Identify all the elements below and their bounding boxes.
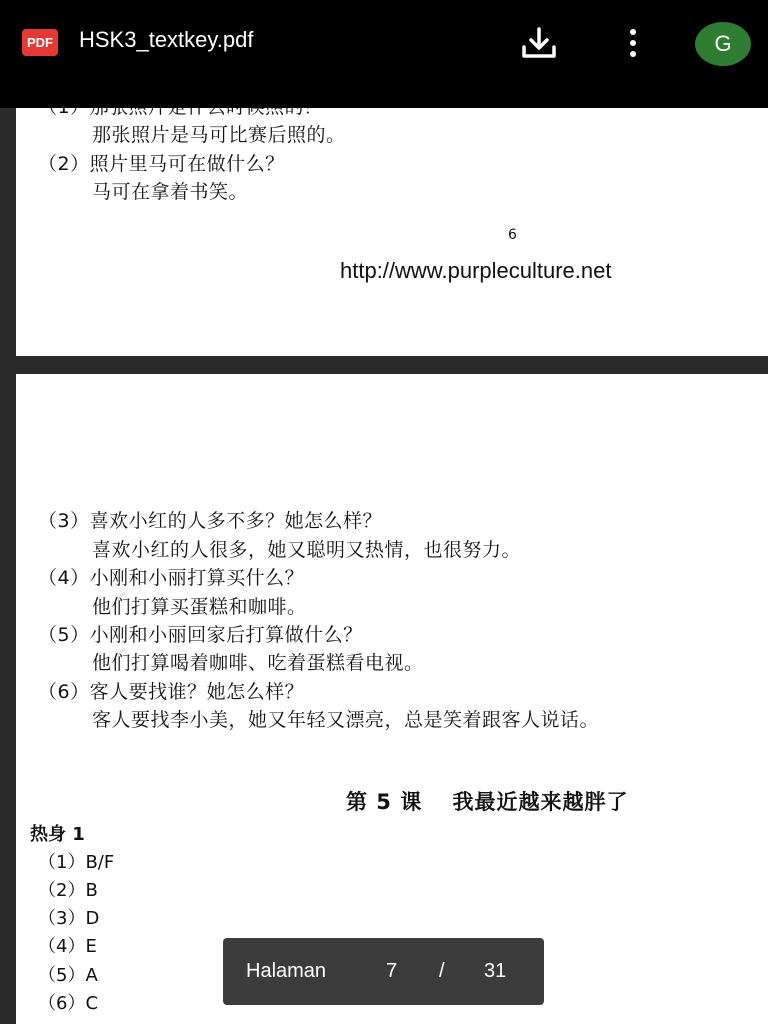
answer-5: 他们打算喝着咖啡、吃着蛋糕看电视。 [92,652,424,674]
total-pages: 31 [484,960,507,982]
question-6: （6）客人要找谁？她怎么样？ [38,681,305,703]
more-options-button[interactable] [620,26,646,60]
account-avatar[interactable]: G [695,22,751,66]
warmup-heading: 热身 1 [30,824,85,845]
question-3: （3）喜欢小红的人多不多？她怎么样？ [38,510,383,532]
page-indicator [223,938,544,1005]
pdf-file-icon: PDF [22,29,58,56]
answer-1: 那张照片是马可比赛后照的。 [92,124,346,146]
question-5: （5）小刚和小丽回家后打算做什么？ [38,624,363,646]
page-number: 6 [508,227,517,243]
current-page: 7 [386,960,398,982]
warmup-answer: （4）E [38,936,97,957]
footer-url: http://www.purpleculture.net [340,258,612,283]
warmup-answer: （6）C [38,993,99,1014]
answer-3: 喜欢小红的人很多，她又聪明又热情，也很努力。 [92,539,522,561]
warmup-answer: （1）B/F [38,852,115,873]
warmup-answer: （5）A [38,965,98,986]
download-button[interactable] [518,26,560,60]
question-2: （2）照片里马可在做什么？ [38,153,285,175]
question-4: （4）小刚和小丽打算买什么？ [38,567,305,589]
lesson-title: 第 5 课 我最近越来越胖了 [346,790,629,814]
file-title: HSK3_textkey.pdf [79,27,254,52]
answer-2: 马可在拿着书笑。 [92,181,249,203]
pdf-page-7 [16,374,768,1024]
page-separator: / [439,960,445,982]
more-vert-icon-dot [630,51,636,57]
download-icon [518,26,560,60]
more-vert-icon-dot [630,40,636,46]
page-indicator-label: Halaman [246,960,327,982]
top-app-bar [0,0,768,108]
answer-4: 他们打算买蛋糕和咖啡。 [92,596,307,618]
warmup-answer: （2）B [38,880,98,901]
warmup-answer: （3）D [38,908,100,929]
answer-6: 客人要找李小美，她又年轻又漂亮，总是笑着跟客人说话。 [92,709,600,731]
more-vert-icon [630,29,636,35]
pdf-page-6 [16,80,768,356]
